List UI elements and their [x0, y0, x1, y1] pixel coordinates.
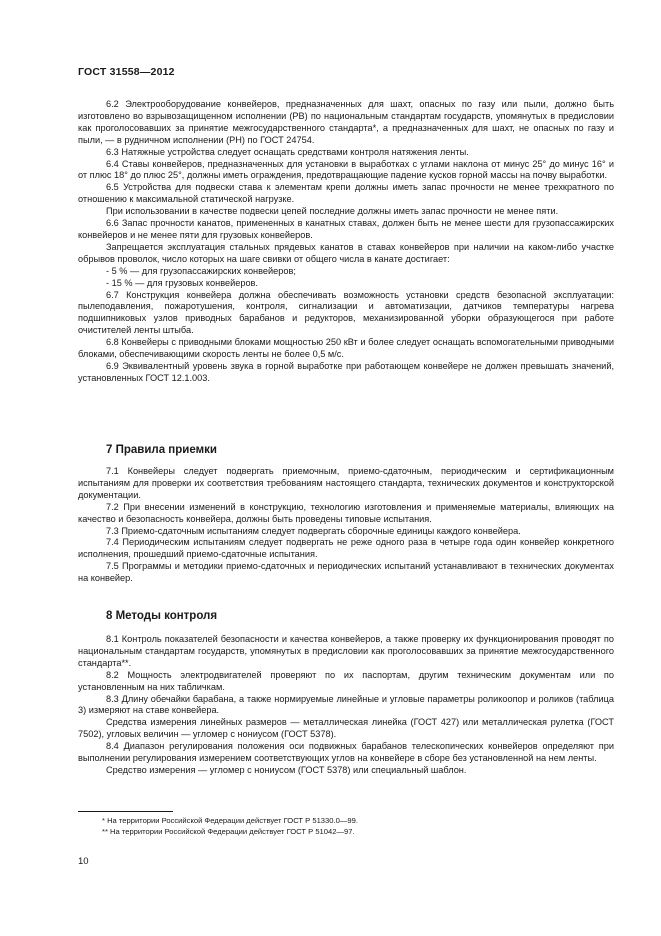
footnotes [78, 815, 614, 837]
paragraph: 8.4 Диапазон регулирования положения оси подвижных барабанов телескопических конвейеров определяют при выполнении регулирования измерением соответствующих углов на конвейере в сборе без установленной на нем ленты. [78, 741, 614, 764]
paragraph: 7.5 Программы и методики приемо-сдаточных и периодических испытаний устанавливают в технических документах на конвейер. [78, 561, 614, 584]
page-number: 10 [78, 856, 89, 867]
paragraph: 7.2 При внесении изменений в конструкцию, технологию изготовления и применяемые материалы, влияющих на качество и безопасность конвейера, должны быть проведены типовые испытания. [78, 501, 614, 524]
paragraph: 6.2 Электрооборудование конвейеров, предназначенных для шахт, опасных по газу или пыли, должно быть изготовлено во взрывозащищенном исполнении (РВ) по национальным стандартам государств, упомянутых в предисловии как проголосовавших за принятие межгосударственного стандарта*, а предназначенных для шахт, не опасных по газу и пыли, — в рудничном исполнении (РН) по ГОСТ 24754. [78, 99, 614, 145]
paragraph: 6.9 Эквивалентный уровень звука в горной выработке при работающем конвейере не должен превышать значений, установленных ГОСТ 12.1.003. [78, 360, 614, 383]
list-item: - 15 % — для грузовых конвейеров. [106, 277, 258, 288]
paragraph: Средства измерения линейных размеров — металлическая линейка (ГОСТ 427) или металлическая рулетка (ГОСТ 7502), угловых величин — угломер с нониусом (ГОСТ 5378). [78, 717, 614, 740]
paragraph: 6.7 Конструкция конвейера должна обеспечивать возможность установки средств безопасной эксплуатации: пылеподавления, пожаротушения, контроля, сигнализации и автоматизации, датчиков температуры нагрева подшипниковых узлов приводных барабанов и редукторов, механизированной уборки образующегося при работе очистителей ленты штыба. [78, 289, 614, 336]
paragraph: 8.1 Контроль показателей безопасности и качества конвейеров, а также проверку их функционирования проводят по национальным стандартам государств, упомянутых в предисловии как проголосовавших за принятие межгосударственного стандарта**. [78, 634, 614, 668]
section-8-body [78, 634, 614, 777]
paragraph: 6.3 Натяжные устройства следует оснащать средствами контроля натяжения ленты. [106, 146, 469, 157]
paragraph: 7.4 Периодическим испытаниям следует подвергать не реже одного раза в четыре года один конвейер конкретного исполнения, прошедший приемо-сдаточные испытания. [78, 537, 614, 560]
paragraph: 7.1 Конвейеры следует подвергать приемочным, приемо-сдаточным, периодическим и сертификационным испытаниям для проверки их соответствия требованиям настоящего стандарта, технических документов и конструкторской документации. [78, 466, 614, 500]
footnote: * На территории Российской Федерации действует ГОСТ Р 51330.0—99. [102, 816, 358, 825]
section-6-continued [78, 99, 614, 385]
paragraph: При использовании в качестве подвески цепей последние должны иметь запас прочности не менее пяти. [106, 206, 559, 217]
document-header: ГОСТ 31558—2012 [78, 66, 175, 78]
paragraph: 7.3 Приемо-сдаточным испытаниям следует подвергать сборочные единицы каждого конвейера. [106, 525, 521, 536]
paragraph: 6.6 Запас прочности канатов, примененных в канатных ставах, должен быть не менее шести для грузопассажирских конвейеров и не менее пяти для грузовых конвейеров. [78, 218, 614, 240]
section-7-body [78, 466, 614, 585]
footnote: ** На территории Российской Федерации действует ГОСТ Р 51042—97. [102, 827, 355, 836]
footnote-divider [78, 811, 173, 812]
paragraph: Запрещается эксплуатация стальных прядевых канатов в ставах конвейеров при наличии на каком-либо участке обрывов проволок, число которых на шаге свивки от общего числа в канате достигает: [78, 241, 614, 264]
list-item: - 5 % — для грузопассажирских конвейеров; [106, 265, 296, 276]
paragraph: 6.8 Конвейеры с приводными блоками мощностью 250 кВт и более следует оснащать вспомогательными приводными блоками, обеспечивающими скорость ленты не более 0,5 м/с. [78, 337, 614, 360]
paragraph: 6.5 Устройства для подвески става к элементам крепи должны иметь запас прочности не менее трехкратного по отношению к максимальной статической нагрузке. [78, 182, 614, 205]
paragraph: 6.4 Ставы конвейеров, предназначенных для установки в выработках с углами наклона от минус 25° до минус 16° и от плюс 18° до плюс 25°, должны иметь ограждения, предотвращающие падение кусков горной массы на почву выработки. [78, 158, 614, 181]
section-heading-acceptance-rules: 7 Правила приемки [106, 444, 217, 456]
paragraph: 8.2 Мощность электродвигателей проверяют по их паспортам, другим техническим документам или по установленным на них табличкам. [78, 669, 614, 692]
paragraph: 8.3 Длину обечайки барабана, а также нормируемые линейные и угловые параметры роликоопор и роликов (таблица 3) измеряют на ставе конвейера. [78, 693, 614, 716]
paragraph: Средство измерения — угломер с нониусом (ГОСТ 5378) или специальный шаблон. [106, 764, 467, 775]
section-heading-control-methods: 8 Методы контроля [106, 610, 218, 622]
